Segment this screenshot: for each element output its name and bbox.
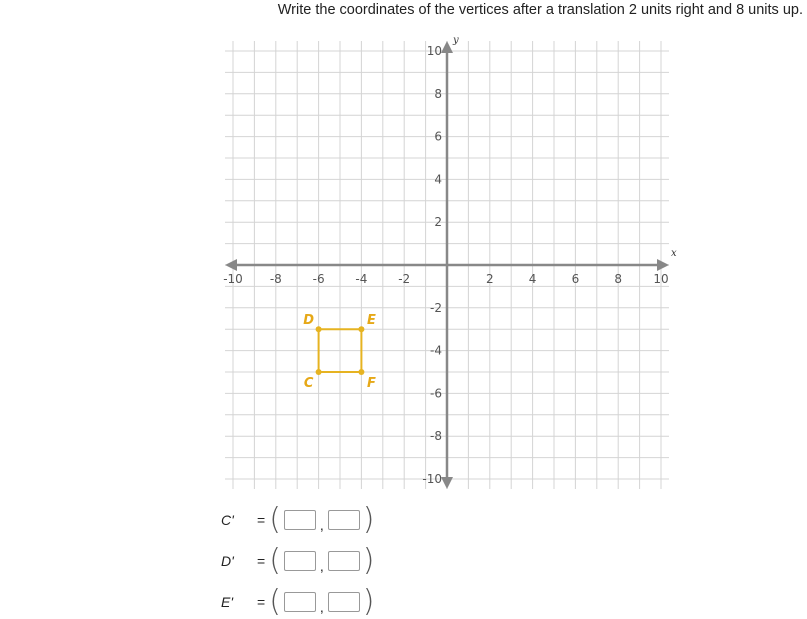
x-axis-left-arrow <box>225 259 237 271</box>
vertex-label-e: E <box>366 313 376 329</box>
vertex-point-f <box>358 369 364 375</box>
x-tick-label: 10 <box>653 272 669 286</box>
y-tick-label: -8 <box>430 429 442 444</box>
d-prime-x-input[interactable] <box>284 551 316 571</box>
right-paren: ) <box>362 584 375 619</box>
y-axis-label: y <box>453 35 459 46</box>
comma: , <box>319 558 324 574</box>
e-prime-y-input[interactable] <box>328 592 360 612</box>
vertex-label-d: D <box>303 313 314 329</box>
x-tick-label: 2 <box>485 272 494 286</box>
question-text: Write the coordinates of the vertices after a translation 2 units right and 8 units up. <box>277 2 803 18</box>
equals-sign: = <box>257 553 266 569</box>
x-tick-label: 4 <box>528 272 537 286</box>
comma: , <box>319 599 324 615</box>
d-prime-y-input[interactable] <box>328 551 360 571</box>
right-paren: ) <box>362 502 375 537</box>
e-prime-x-input[interactable] <box>284 592 316 612</box>
x-axis-label: x <box>671 248 677 259</box>
vertex-point-c <box>316 369 322 375</box>
y-tick-label: 2 <box>434 215 442 230</box>
c-prime-x-input[interactable] <box>284 510 316 530</box>
answer-label-d-prime: D' <box>221 553 234 569</box>
vertex-point-d <box>316 326 322 332</box>
c-prime-y-input[interactable] <box>328 510 360 530</box>
left-paren: ( <box>269 502 281 537</box>
left-paren: ( <box>269 543 281 578</box>
y-tick-label: 8 <box>434 86 442 101</box>
equals-sign: = <box>257 594 266 610</box>
x-tick-label: 8 <box>614 272 623 286</box>
y-tick-label: 4 <box>434 172 442 187</box>
x-tick-label: -8 <box>269 272 282 286</box>
x-axis-right-arrow <box>657 259 669 271</box>
x-tick-label: -2 <box>398 272 411 286</box>
vertex-point-e <box>358 326 364 332</box>
vertex-label-f: F <box>366 376 376 391</box>
y-axis-down-arrow <box>441 477 453 489</box>
y-tick-label: -2 <box>430 300 442 315</box>
y-tick-label: 6 <box>434 129 442 144</box>
y-axis-up-arrow <box>441 41 453 53</box>
answer-label-c-prime: C' <box>221 512 234 528</box>
y-tick-label: -6 <box>430 386 442 401</box>
vertex-label-c: C <box>303 376 314 391</box>
answer-row-c-prime <box>221 502 375 537</box>
answer-label-e-prime: E' <box>221 594 234 610</box>
left-paren: ( <box>269 584 281 619</box>
x-tick-label: 6 <box>571 272 580 286</box>
y-tick-label: 10 <box>426 44 442 58</box>
y-tick-label: -10 <box>422 472 442 486</box>
answer-row-d-prime <box>221 543 375 578</box>
y-tick-label: -4 <box>430 343 442 358</box>
x-tick-label: -4 <box>355 272 368 286</box>
right-paren: ) <box>362 543 375 578</box>
equals-sign: = <box>257 512 266 528</box>
comma: , <box>319 517 324 533</box>
x-tick-label: -10 <box>223 272 243 286</box>
x-tick-label: -6 <box>312 272 325 286</box>
answer-row-e-prime <box>221 584 375 619</box>
